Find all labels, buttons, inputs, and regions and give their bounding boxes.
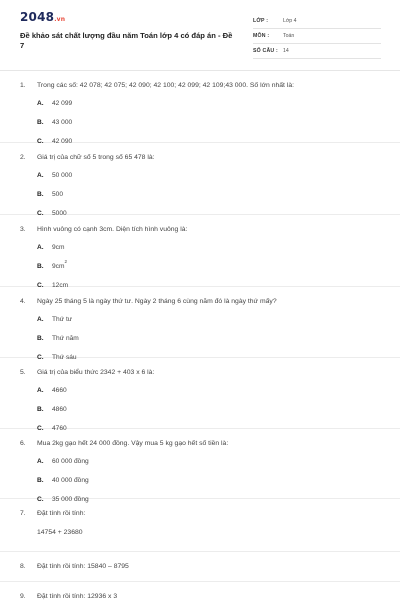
question-text: Giá trị của chữ số 5 trong số 65 478 là: — [37, 154, 155, 161]
question-4 — [0, 287, 400, 361]
site-logo[interactable]: 2048.vn — [20, 10, 66, 24]
question-number: 1. — [20, 82, 26, 89]
question-number: 5. — [20, 369, 26, 376]
question-number: 8. — [20, 563, 26, 570]
meta-subject: MÔN : Toán — [253, 29, 381, 44]
question-text: Đặt tính rồi tính: 15840 – 8795 — [37, 563, 129, 570]
question-number: 3. — [20, 226, 26, 233]
option-a[interactable]: A. Thứ tư — [37, 316, 73, 323]
question-number: 4. — [20, 298, 26, 305]
question-text: Đặt tính rồi tính: — [37, 510, 86, 517]
page-title: Đề khảo sát chất lượng đầu năm Toán lớp 4 có đáp án - Đề 7 — [20, 31, 233, 50]
meta-class: LỚP : Lớp 4 — [253, 14, 381, 29]
question-8 — [0, 552, 400, 582]
option-b[interactable]: B. 4860 — [37, 406, 67, 413]
question-text: Mua 2kg gạo hết 24 000 đồng. Vậy mua 5 kg gạo hết số tiền là: — [37, 440, 229, 447]
option-c[interactable]: C. 4760 — [37, 425, 67, 432]
question-number: 6. — [20, 440, 26, 447]
option-a[interactable]: A. 9cm — [37, 244, 65, 251]
option-a[interactable]: A. 60 000 đồng — [37, 458, 89, 465]
option-a[interactable]: A. 42 099 — [37, 100, 73, 107]
question-text: Hình vuông có cạnh 3cm. Diện tích hình vuông là: — [37, 226, 188, 233]
option-a[interactable]: A. 50 000 — [37, 172, 73, 179]
question-5 — [0, 358, 400, 432]
question-text: Trong các số: 42 078; 42 075; 42 090; 42 100; 42 099; 42 109;43 000. Số lớn nhất là: — [37, 82, 295, 89]
option-b[interactable]: B. 500 — [37, 191, 64, 198]
option-b[interactable]: B. Thứ năm — [37, 335, 79, 342]
page-header — [0, 0, 400, 70]
option-c[interactable]: C. 35 000 đồng — [37, 496, 89, 503]
question-3 — [0, 215, 400, 287]
calculation-expression: 14754 + 23680 — [37, 529, 83, 536]
option-b[interactable]: B. 40 000 đồng — [37, 477, 89, 484]
question-text: Đặt tính rồi tính: 12936 x 3 — [37, 593, 118, 600]
question-number: 7. — [20, 510, 26, 517]
option-b[interactable]: B. 9cm 2 — [37, 259, 67, 270]
superscript: 2 — [64, 259, 67, 264]
option-c[interactable]: C. Thứ sáu — [37, 354, 77, 361]
question-6 — [0, 429, 400, 503]
question-text: Ngày 25 tháng 5 là ngày thứ tư. Ngày 2 tháng 6 cùng năm đó là ngày thứ mấy? — [37, 298, 277, 305]
exam-meta — [253, 14, 381, 59]
meta-question-count: SỐ CÂU : 14 — [253, 44, 381, 59]
option-c[interactable]: C. 12cm — [37, 282, 69, 289]
option-c[interactable]: C. 42 090 — [37, 138, 73, 145]
option-b[interactable]: B. 43 000 — [37, 119, 73, 126]
question-9 — [0, 582, 400, 600]
option-c[interactable]: C. 5000 — [37, 210, 67, 217]
question-2 — [0, 143, 400, 215]
question-text: Giá trị của biểu thức 2342 + 403 x 6 là: — [37, 369, 155, 376]
question-number: 2. — [20, 154, 26, 161]
option-a[interactable]: A. 4660 — [37, 387, 67, 394]
question-number: 9. — [20, 593, 26, 600]
question-1 — [0, 71, 400, 143]
question-7 — [0, 499, 400, 552]
question-list — [0, 71, 400, 600]
